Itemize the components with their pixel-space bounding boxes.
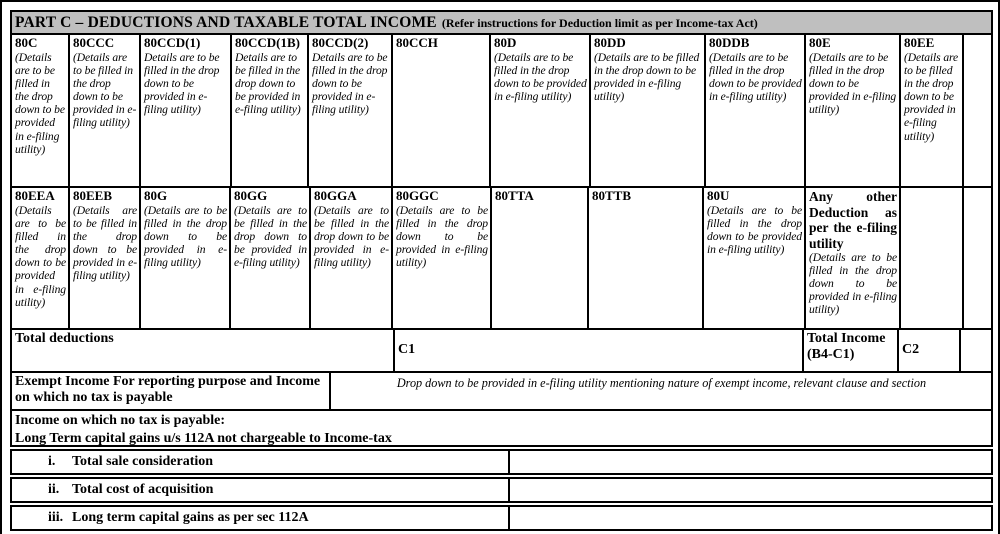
deduction-desc: (Details are to be filled in the drop down to be provided in e-filing utility) — [709, 50, 802, 104]
ltcg-row-iii — [10, 505, 993, 531]
no-tax-income-row — [10, 409, 993, 447]
deduction-code: Any other Deduction as per the e-filing utility — [809, 189, 897, 251]
cell-any-other-deduction — [806, 188, 901, 328]
deduction-code: 80CCD(1) — [144, 35, 201, 50]
exempt-income-note: Drop down to be provided in e-filing utility mentioning nature of exempt income, relevant clause and section — [396, 376, 927, 390]
value-cell-row2-narrow[interactable] — [964, 188, 991, 328]
cell-80ccd2 — [309, 35, 393, 186]
deduction-desc: (Details are to be filled in the drop down to be provided in e-filing utility) — [809, 251, 897, 317]
total-income-cell — [804, 330, 899, 371]
deduction-code: 80GGA — [314, 188, 357, 203]
deduction-code: 80GG — [234, 188, 268, 203]
deduction-code: 80TTB — [592, 188, 632, 203]
deduction-code: 80EEA — [15, 188, 55, 203]
exempt-income-label-cell — [12, 373, 331, 409]
ltcg-row-label: Total cost of acquisition — [72, 482, 214, 497]
exempt-income-row — [10, 371, 993, 411]
part-c-table — [10, 10, 993, 531]
ltcg-row-label: Long term capital gains as per sec 112A — [72, 510, 309, 525]
c2-label: C2 — [902, 342, 920, 358]
cell-80dd — [591, 35, 706, 186]
total-deductions-label: Total deductions — [15, 331, 114, 346]
deduction-desc: (Details are to be filled in the drop down to be provided in e-filing utility) — [594, 50, 700, 104]
part-c-header — [10, 10, 993, 35]
no-tax-line2: Long Term capital gains u/s 112A not chargeable to Income-tax — [15, 431, 392, 447]
ltcg-value-cell-iii[interactable] — [510, 507, 991, 529]
cell-80c — [12, 35, 70, 186]
deduction-desc: (Details are to be filled in the drop down to be provided in e-filing utility) — [15, 203, 66, 309]
c1-label: C1 — [398, 342, 416, 358]
cell-80e — [806, 35, 901, 186]
totals-row — [10, 328, 993, 373]
c1-value-cell[interactable] — [395, 330, 804, 371]
no-tax-line1: Income on which no tax is payable: — [15, 413, 226, 428]
part-c-title: PART C – DEDUCTIONS AND TAXABLE TOTAL INCOME — [15, 14, 437, 31]
c2-value-cell[interactable] — [961, 330, 991, 371]
deduction-code: 80CCD(2) — [312, 35, 369, 50]
cell-80gga — [311, 188, 393, 328]
deduction-desc: (Details are to be filled in the drop down to be provided in e-filing utility) — [15, 50, 65, 156]
ltcg-row-ii — [10, 477, 993, 503]
deduction-desc: (Details are to be filled in the drop down to be provided in e-filing utility) — [494, 50, 587, 104]
cell-80ddb — [706, 35, 806, 186]
deduction-code: 80EE — [904, 35, 935, 50]
cell-80tta — [492, 188, 589, 328]
deduction-code: 80TTA — [495, 188, 534, 203]
ltcg-label-cell — [12, 507, 510, 529]
ltcg-row-number: iii. — [48, 510, 64, 525]
cell-80ccc — [70, 35, 141, 186]
cell-80ggc — [393, 188, 492, 328]
c2-cell — [899, 330, 961, 371]
ltcg-label-cell — [12, 451, 510, 473]
cell-80u — [704, 188, 806, 328]
ltcg-value-cell-i[interactable] — [510, 451, 991, 473]
value-cell-row1[interactable] — [964, 35, 991, 186]
cell-80gg — [231, 188, 311, 328]
deduction-desc: (Details are to be filled in the drop down to be provided in e-filing utility) — [707, 203, 802, 257]
ltcg-row-label: Total sale consideration — [72, 454, 214, 469]
deduction-desc: (Details are to be filled in the drop down to be provided in e-filing utility) — [809, 50, 897, 117]
deduction-desc: (Details are to be filled in the drop down to be provided in e-filing utility) — [73, 50, 137, 130]
cell-80ee — [901, 35, 964, 186]
exempt-income-label: Exempt Income For reporting purpose and Income on which no tax is payable — [15, 374, 321, 406]
cell-80ccd1 — [141, 35, 232, 186]
total-deductions-cell — [12, 330, 395, 371]
deduction-code: 80EEB — [73, 188, 113, 203]
deduction-code: 80U — [707, 188, 730, 203]
deduction-code: 80CCD(1B) — [235, 35, 300, 50]
deduction-row-2 — [10, 186, 993, 330]
ltcg-value-cell-ii[interactable] — [510, 479, 991, 501]
deduction-row-1 — [10, 33, 993, 188]
cell-80g — [141, 188, 231, 328]
cell-80cch — [393, 35, 491, 186]
deduction-desc: Details are to be filled in the drop down to be provided in e-filing utility) — [312, 50, 388, 117]
value-cell-row2[interactable] — [901, 188, 964, 328]
deduction-code: 80DDB — [709, 35, 750, 50]
deduction-desc: (Details are to be filled in the drop down to be provided in e-filing utility) — [73, 203, 137, 283]
deduction-desc: (Details are to be filled in the drop down to be provided in e-filing utility) — [314, 203, 389, 270]
deduction-code: 80GGC — [396, 188, 439, 203]
deduction-code: 80DD — [594, 35, 626, 50]
total-income-label: Total Income (B4-C1) — [807, 331, 886, 363]
cell-80ttb — [589, 188, 704, 328]
deduction-code: 80CCH — [396, 35, 438, 50]
cell-80ccd1b — [232, 35, 309, 186]
cell-80d — [491, 35, 591, 186]
ltcg-label-cell — [12, 479, 510, 501]
ltcg-row-number: i. — [48, 454, 56, 469]
deduction-desc: (Details are to be filled in the drop down to be provided in e-filing utility) — [144, 203, 227, 270]
deduction-code: 80E — [809, 35, 831, 50]
deduction-code: 80C — [15, 35, 38, 50]
deduction-desc: Details are to be filled in the drop down to be provided in e-filing utility) — [144, 50, 220, 117]
deduction-code: 80CCC — [73, 35, 115, 50]
ltcg-row-i — [10, 449, 993, 475]
part-c-title-note: (Refer instructions for Deduction limit as per Income-tax Act) — [441, 16, 758, 30]
ltcg-row-number: ii. — [48, 482, 60, 497]
exempt-income-note-cell[interactable] — [331, 373, 991, 409]
deduction-code: 80D — [494, 35, 517, 50]
cell-80eeb — [70, 188, 141, 328]
deduction-desc: (Details are to be filled in the drop down to be provided in e-filing utility) — [234, 203, 307, 270]
deduction-desc: (Details are to be filled in the drop down to be provided in e-filing utility) — [904, 50, 959, 143]
cell-80eea — [12, 188, 70, 328]
deduction-desc: (Details are to be filled in the drop down to be provided in e-filing utility) — [396, 203, 488, 270]
deduction-code: 80G — [144, 188, 168, 203]
deduction-desc: Details are to be filled in the drop down to be provided in e-filing utility) — [235, 50, 301, 117]
